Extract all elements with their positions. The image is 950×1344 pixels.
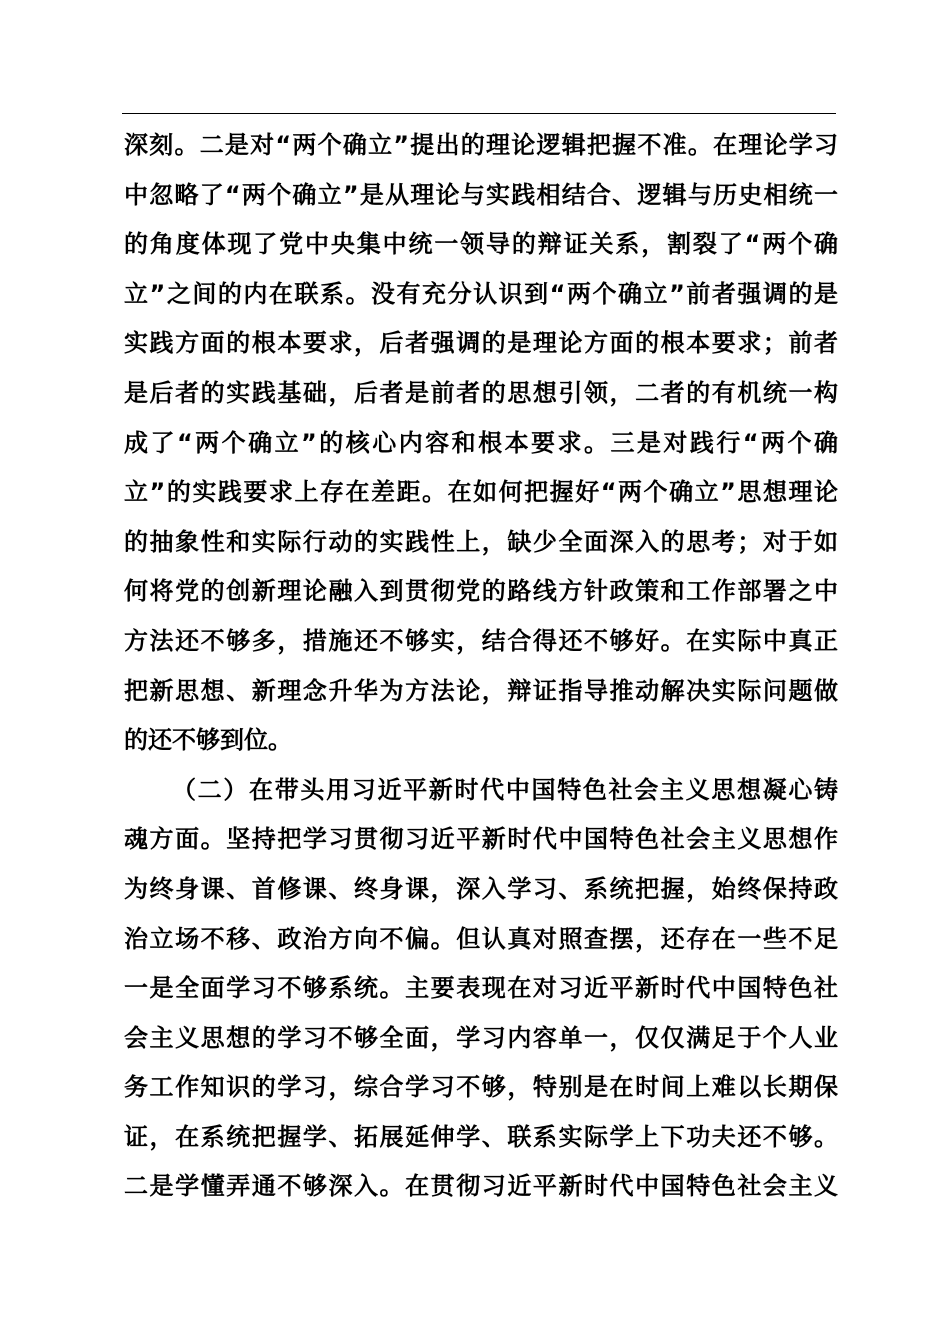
text-line: 会主义思想的学习不够全面，学习内容单一，仅仅满足于个人业 <box>124 1023 838 1052</box>
text-line: 方法还不够多，措施还不够实，结合得还不够好。在实际中真正 <box>124 626 838 655</box>
text-line: 的抽象性和实际行动的实践性上，缺少全面深入的思考；对于如 <box>124 527 838 556</box>
text-line: 的还不够到位。 <box>124 726 292 755</box>
text-line: 深刻。二是对“两个确立”提出的理论逻辑把握不准。在理论学习 <box>124 131 838 159</box>
header-rule <box>122 113 836 114</box>
text-line: 治立场不移、政治方向不偏。但认真对照查摆，还存在一些不足 <box>124 924 838 953</box>
text-line: 一是全面学习不够系统。主要表现在对习近平新时代中国特色社 <box>124 974 838 1003</box>
text-line: 成了“两个确立”的核心内容和根本要求。三是对践行“两个确 <box>124 428 838 457</box>
text-line: 何将党的创新理论融入到贯彻党的路线方针政策和工作部署之中 <box>124 577 838 606</box>
text-line: 为终身课、首修课、终身课，深入学习、系统把握，始终保持政 <box>124 874 838 903</box>
text-line: 的角度体现了党中央集中统一领导的辩证关系，割裂了“两个确 <box>124 230 838 259</box>
text-line: 魂方面。坚持把学习贯彻习近平新时代中国特色社会主义思想作 <box>124 825 838 854</box>
text-line: 立”之间的内在联系。没有充分认识到“两个确立”前者强调的是 <box>124 279 838 308</box>
text-line: 二是学懂弄通不够深入。在贯彻习近平新时代中国特色社会主义 <box>124 1172 838 1201</box>
section-heading-line: （二）在带头用习近平新时代中国特色社会主义思想凝心铸 <box>172 775 838 804</box>
text-line: 是后者的实践基础，后者是前者的思想引领，二者的有机统一构 <box>124 378 838 407</box>
text-line: 把新思想、新理念升华为方法论，辩证指导推动解决实际问题做 <box>124 676 838 705</box>
text-line: 实践方面的根本要求，后者强调的是理论方面的根本要求；前者 <box>124 329 838 358</box>
text-line: 中忽略了“两个确立”是从理论与实践相结合、逻辑与历史相统一 <box>124 180 838 209</box>
text-line: 证，在系统把握学、拓展延伸学、联系实际学上下功夫还不够。 <box>124 1122 838 1151</box>
text-line: 立”的实践要求上存在差距。在如何把握好“两个确立”思想理论 <box>124 478 838 507</box>
body-text <box>124 121 838 1212</box>
text-line: 务工作知识的学习，综合学习不够，特别是在时间上难以长期保 <box>124 1073 838 1102</box>
